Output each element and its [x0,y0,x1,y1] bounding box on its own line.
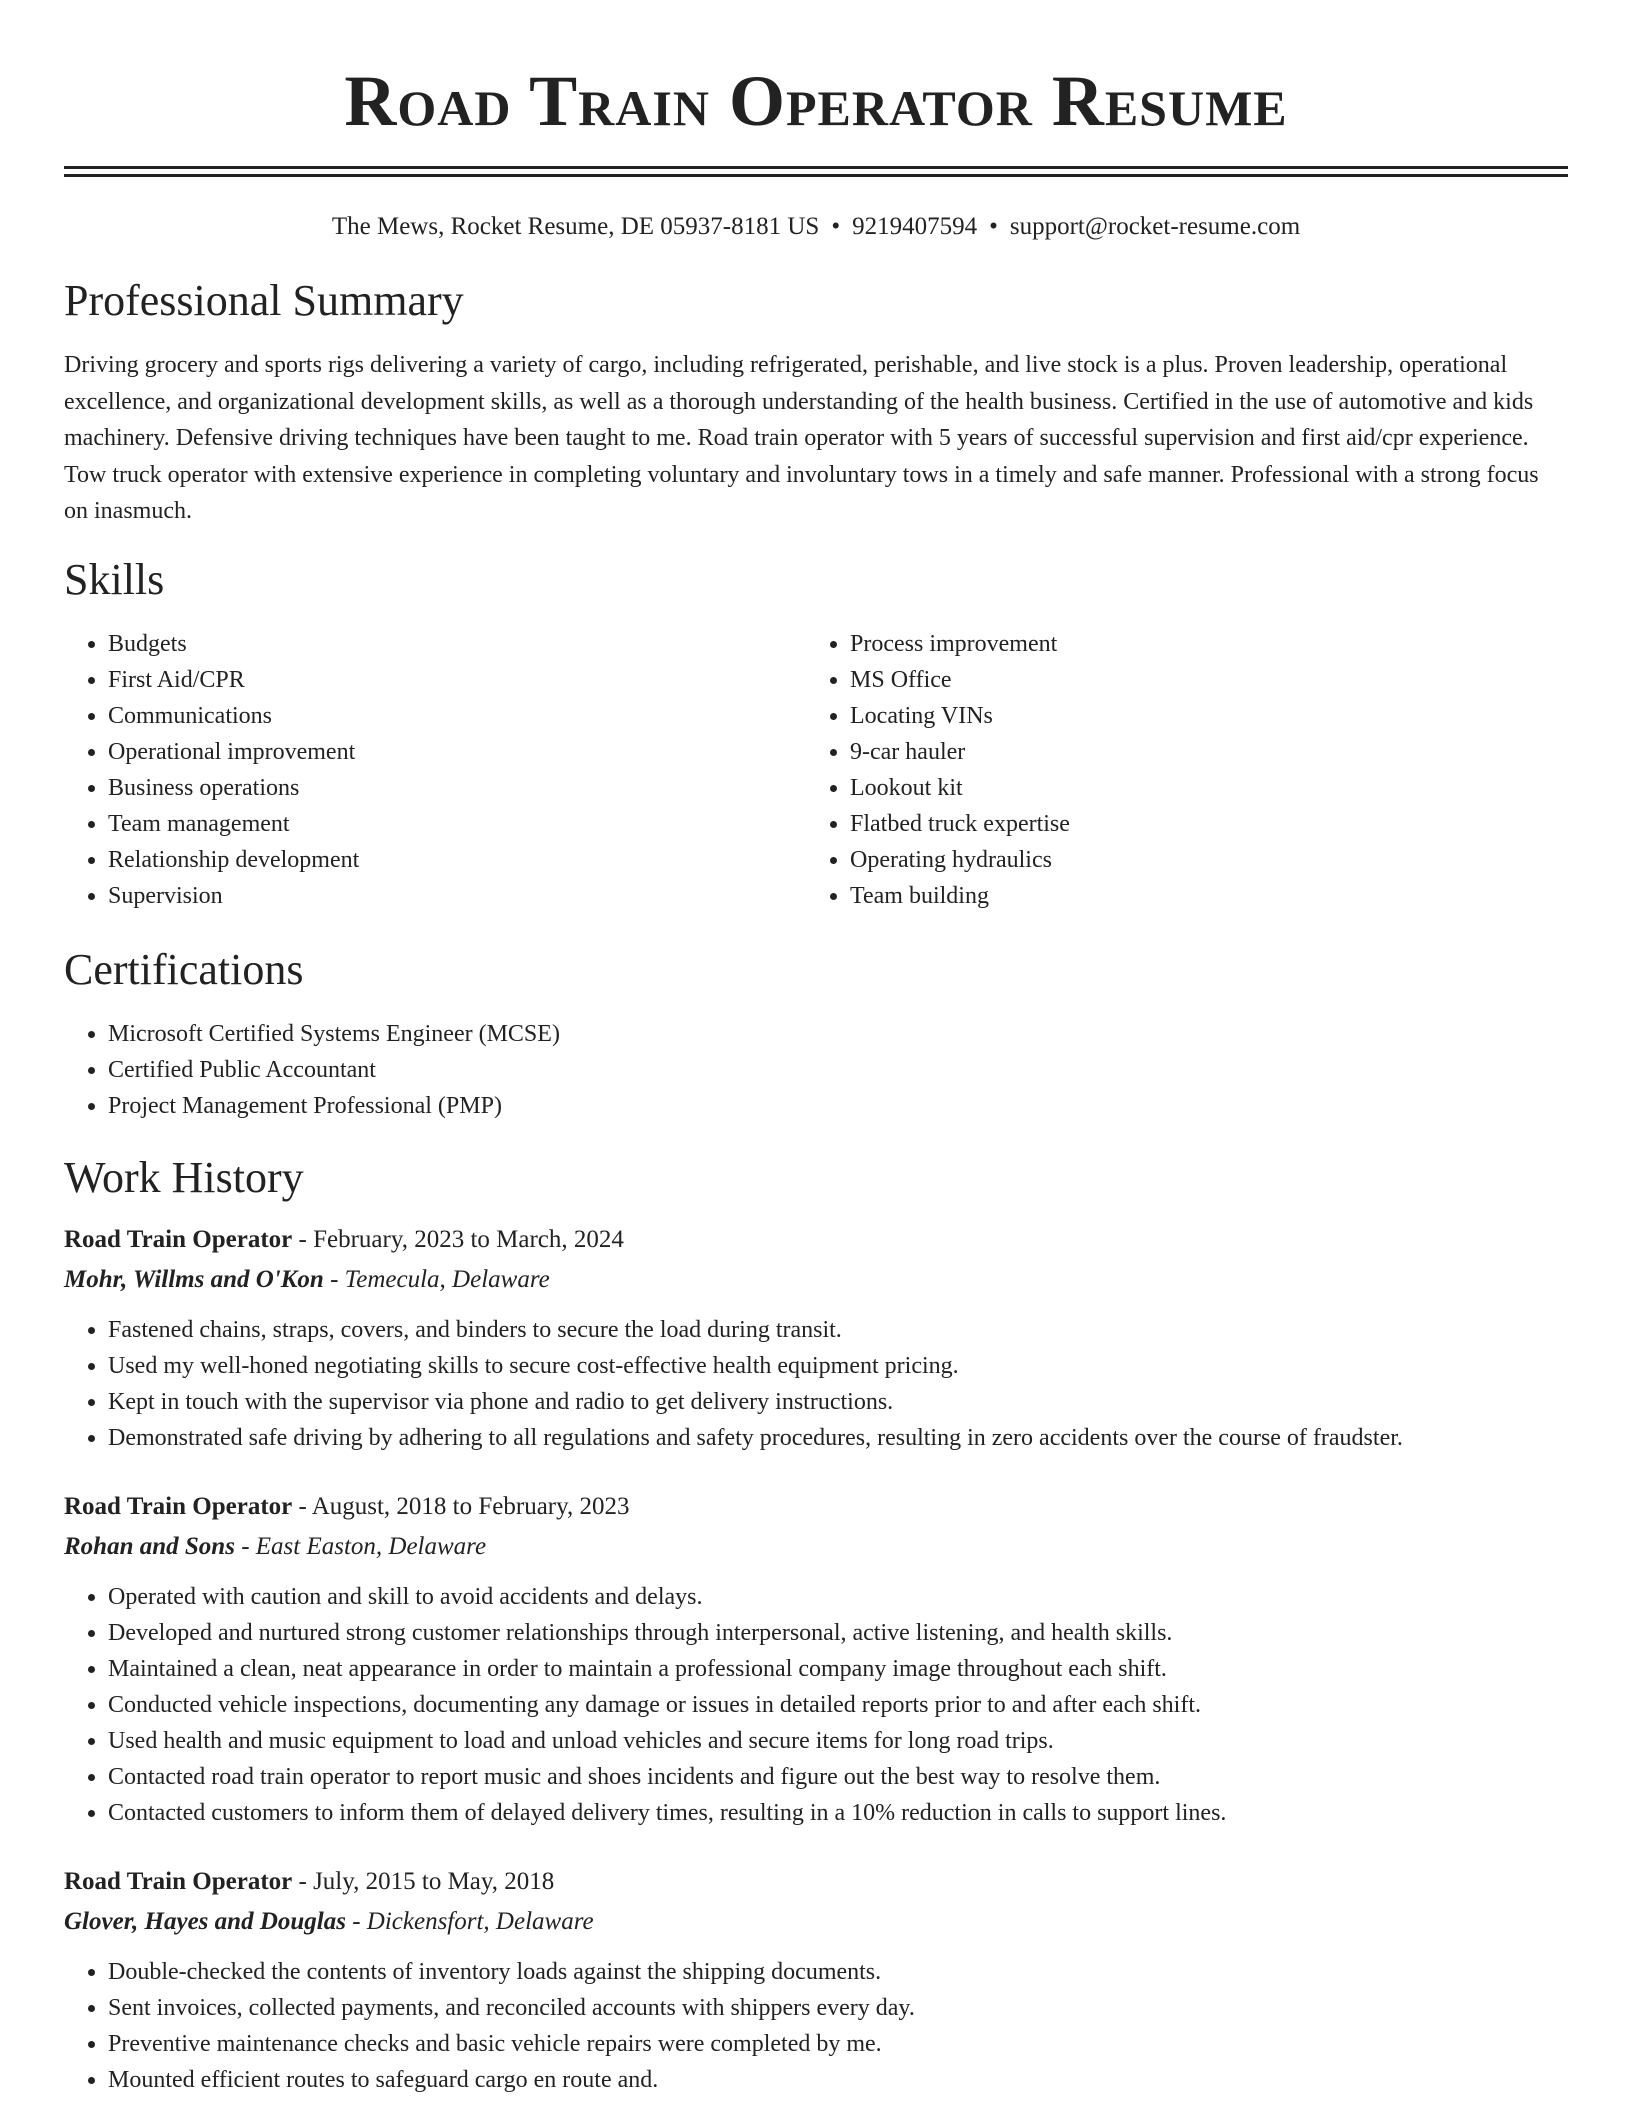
job-company: Glover, Hayes and Douglas [64,1907,346,1935]
certification-item: • Certified Public Accountant [108,1052,1568,1088]
skill-item: • Flatbed truck expertise [850,806,1548,842]
job-duty: • Contacted road train operator to report music and shoes incidents and figure out the best way to resolve them. [108,1759,1568,1795]
job-duty: • Sent invoices, collected payments, and reconciled accounts with shippers every day. [108,1990,1568,2026]
contact-phone: 9219407594 [852,213,978,240]
job-entry [64,1220,1568,1456]
skill-item: • Lookout kit [850,770,1548,806]
skills-list-right [806,626,1548,914]
skill-item: • Locating VINs [850,698,1548,734]
certifications-section [64,944,1568,1124]
skill-item: • Operational improvement [108,734,806,770]
job-role: Road Train Operator [64,1867,293,1895]
job-company: Rohan and Sons [64,1532,235,1560]
skill-item: • Team management [108,806,806,842]
job-duty: • Used health and music equipment to load and unload vehicles and secure items for long road trips. [108,1723,1568,1759]
contact-email: support@rocket-resume.com [1009,213,1301,240]
skill-item: • First Aid/CPR [108,662,806,698]
job-duties-list [64,1312,1568,1456]
skill-item: • MS Office [850,662,1548,698]
contact-separator: • [831,213,841,240]
job-duty: • Kept in touch with the supervisor via phone and radio to get delivery instructions. [108,1384,1568,1420]
certifications-heading: Certifications [64,944,304,994]
certifications-list [64,1016,1568,1124]
skill-item: • Budgets [108,626,806,662]
job-company-line [64,1902,1568,1942]
contact-line [64,211,1568,243]
work-history-section [64,1152,1568,2098]
skill-item: • Business operations [108,770,806,806]
certification-item: • Microsoft Certified Systems Engineer (MCSE) [108,1016,1568,1052]
contact-separator: • [989,213,998,240]
job-duty: • Preventive maintenance checks and basic vehicle repairs were completed by me. [108,2026,1568,2062]
job-role: Road Train Operator [64,1492,293,1520]
job-title-line [64,1220,1568,1260]
job-duty: • Developed and nurtured strong customer relationships through interpersonal, active listening, and health skills. [108,1615,1568,1651]
job-company: Mohr, Willms and O'Kon [64,1265,324,1293]
skill-item: • Operating hydraulics [850,842,1548,878]
skill-item: • Process improvement [850,626,1548,662]
certification-item: • Project Management Professional (PMP) [108,1088,1568,1124]
skills-section [64,554,1568,914]
job-dates: - February, 2023 to March, 2024 [292,1225,624,1253]
job-duties-list [64,1579,1568,1831]
job-duty: • Fastened chains, straps, covers, and binders to secure the load during transit. [108,1312,1568,1348]
job-entry [64,1862,1568,2098]
page-title: Road Train Operator Resume [344,61,1288,141]
job-title-line [64,1862,1568,1902]
contact-address: The Mews, Rocket Resume, DE 05937-8181 US [331,213,820,240]
job-duty: • Conducted vehicle inspections, documenting any damage or issues in detailed reports prior to and after each shift. [108,1687,1568,1723]
skill-item: • Communications [108,698,806,734]
work-history-heading: Work History [64,1152,304,1202]
skills-heading: Skills [64,554,165,604]
job-location: - Temecula, Delaware [323,1265,550,1293]
job-dates: - July, 2015 to May, 2018 [292,1867,555,1895]
job-duty: • Mounted efficient routes to safeguard cargo en route and. [108,2062,1568,2098]
job-company-line [64,1260,1568,1300]
job-duty: • Double-checked the contents of inventory loads against the shipping documents. [108,1954,1568,1990]
job-location: - Dickensfort, Delaware [345,1907,594,1935]
job-duty: • Operated with caution and skill to avoid accidents and delays. [108,1579,1568,1615]
job-role: Road Train Operator [64,1225,293,1253]
job-duty: • Contacted customers to inform them of delayed delivery times, resulting in a 10% reduction in calls to support lines. [108,1795,1568,1831]
job-entry [64,1487,1568,1831]
job-duty: • Demonstrated safe driving by adhering to all regulations and safety procedures, resulting in zero accidents over the course of fraudster. [108,1420,1568,1456]
job-dates: - August, 2018 to February, 2023 [292,1492,630,1520]
job-company-line [64,1527,1568,1567]
skill-item: • Supervision [108,878,806,914]
title-rule-top [64,166,1568,169]
summary-section [64,275,1568,530]
job-duty: • Used my well-honed negotiating skills to secure cost-effective health equipment pricing. [108,1348,1568,1384]
title-rule-bottom [64,174,1568,177]
skill-item: • Relationship development [108,842,806,878]
summary-text: Driving grocery and sports rigs delivering a variety of cargo, including refrigerated, perishable, and live stock is a plus. Proven leadership, operational excellence, and organizational development skills, as well as a thorough understanding of the health business. Certified in the use of automotive and kids machinery. Defensive driving techniques have been taught to me. Road train operator with 5 years of successful supervision and first aid/cpr experience. Tow truck operator with extensive experience in completing voluntary and involuntary tows in a timely and safe manner. Professional with a strong focus on inasmuch. [64,352,1539,524]
summary-heading: Professional Summary [64,276,464,325]
skill-item: • 9-car hauler [850,734,1548,770]
skill-item: • Team building [850,878,1548,914]
skills-grid [64,626,1568,914]
job-location: - East Easton, Delaware [234,1532,487,1560]
job-duties-list [64,1954,1568,2098]
skills-list-left [64,626,806,914]
job-title-line [64,1487,1568,1527]
job-duty: • Maintained a clean, neat appearance in order to maintain a professional company image throughout each shift. [108,1651,1568,1687]
